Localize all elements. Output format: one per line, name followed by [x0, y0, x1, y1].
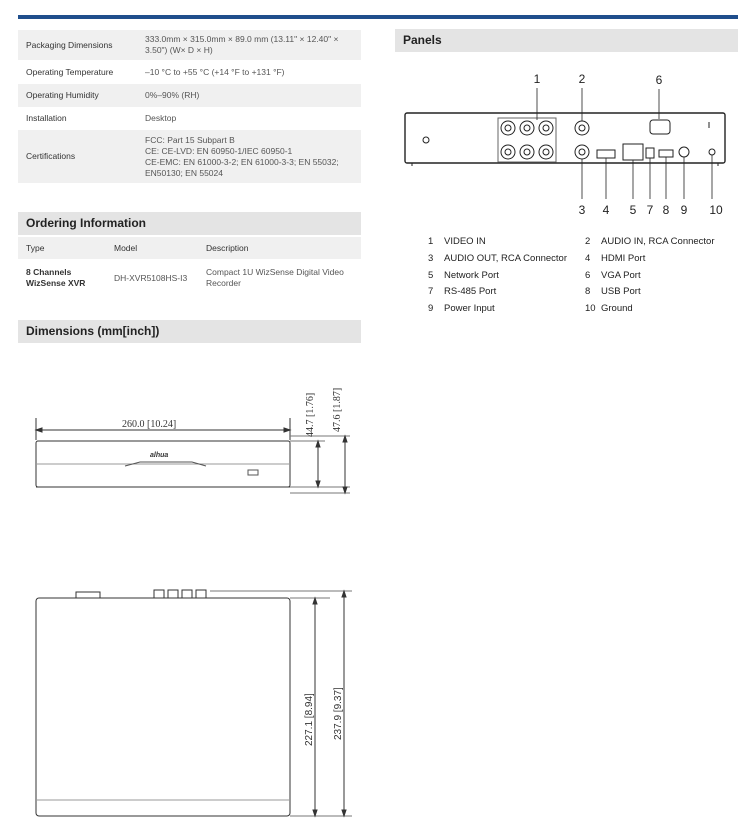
legend-label: RS-485 Port: [444, 286, 497, 297]
ordering-header-type: Type: [18, 237, 106, 259]
legend-num: 1: [428, 236, 434, 247]
callout-4: 4: [602, 203, 610, 217]
callout-7: 7: [646, 203, 654, 217]
video-in-connectors: [498, 118, 556, 162]
spec-value: 0%–90% (RH): [145, 90, 200, 100]
logo-text: alhua: [150, 452, 169, 459]
legend-num: 2: [585, 236, 591, 247]
legend-item: [585, 303, 633, 314]
spec-value: FCC: Part 15 Subpart B CE: CE-LVD: EN 60950-1/IEC 60950-1 CE-EMC: EN 61000-3-2; EN 61000-3-3; EN 55032; EN50130; EN 55024: [145, 134, 339, 178]
legend-label: VGA Port: [601, 270, 641, 281]
legend-label: USB Port: [601, 286, 641, 297]
ordering-header-model: Model: [106, 237, 198, 259]
ordering-description: Compact 1U WizSense Digital Video Recorder: [206, 267, 344, 288]
spec-label: Packaging Dimensions: [26, 39, 113, 50]
spec-value: Desktop: [145, 113, 177, 123]
ordering-header-description: Description: [198, 237, 361, 259]
legend-num: 8: [585, 286, 591, 297]
vga-port-shape: [650, 120, 670, 134]
spec-value: 333.0mm × 315.0mm × 89.0 mm (13.11" × 12.40" × 3.50") (W× D × H): [145, 34, 339, 55]
legend-item: [585, 236, 715, 247]
rs485-port-shape: [646, 148, 654, 158]
callout-10: 10: [709, 203, 723, 217]
ground-shape: [709, 149, 715, 155]
legend-num: 6: [585, 270, 591, 281]
legend-item: [585, 270, 641, 281]
panels-section-title: Panels: [395, 29, 738, 52]
front-view-drawing: [36, 418, 350, 493]
callout-2: 2: [578, 72, 586, 86]
rear-panel-drawing: [405, 113, 725, 166]
depth-dimension-label-1: 227.1 [8.94]: [304, 693, 315, 746]
legend-num: 9: [428, 303, 434, 314]
legend-label: Ground: [601, 303, 633, 314]
legend-num: 10: [585, 303, 596, 314]
audio-connectors: [575, 121, 589, 159]
callout-5: 5: [629, 203, 637, 217]
legend-label: AUDIO OUT, RCA Connector: [444, 253, 568, 264]
height-dimension-label-2: 47.6 [1.87]: [332, 387, 343, 432]
depth-dimension-label-2: 237.9 [9.37]: [333, 687, 344, 740]
legend-num: 3: [428, 253, 434, 264]
callout-8: 8: [662, 203, 670, 217]
legend-label: Power Input: [444, 303, 495, 314]
spec-label: Operating Humidity: [26, 90, 99, 100]
legend-item: [428, 286, 496, 297]
spec-label: Operating Temperature: [26, 66, 114, 77]
height-dimension-label-1: 44.7 [1.76]: [305, 392, 316, 437]
legend-num: 4: [585, 253, 591, 264]
callout-9: 9: [680, 203, 688, 217]
legend-label: VIDEO IN: [444, 236, 486, 247]
network-port-shape: [623, 144, 643, 160]
ordering-section-title: Ordering Information: [18, 212, 361, 235]
legend-item: [428, 236, 486, 247]
ordering-model: DH-XVR5108HS-I3: [114, 272, 188, 283]
ordering-type: 8 Channels WizSense XVR: [26, 267, 86, 288]
legend-label: AUDIO IN, RCA Connector: [601, 236, 715, 247]
usb-port-shape: [659, 150, 673, 157]
legend-num: 5: [428, 270, 434, 281]
power-input-shape: [679, 147, 689, 157]
width-dimension-label: 260.0 [10.24]: [122, 419, 177, 430]
legend-item: [585, 253, 645, 264]
legend-item: [428, 253, 567, 264]
spec-label: Installation: [26, 113, 67, 123]
legend-item: [585, 286, 641, 297]
legend-item: [428, 303, 495, 314]
spec-value: –10 °C to +55 °C (+14 °F to +131 °F): [145, 66, 285, 77]
legend-label: HDMI Port: [601, 253, 646, 264]
legend-label: Network Port: [444, 270, 499, 281]
callout-1: 1: [533, 72, 541, 86]
legend-num: 7: [428, 286, 434, 297]
callout-6: 6: [655, 73, 663, 87]
dimensions-section-title: Dimensions (mm[inch]): [18, 320, 361, 343]
callout-3: 3: [578, 203, 586, 217]
hdmi-port-shape: [597, 150, 615, 158]
legend-item: [428, 270, 499, 281]
spec-label: Certifications: [26, 151, 76, 161]
